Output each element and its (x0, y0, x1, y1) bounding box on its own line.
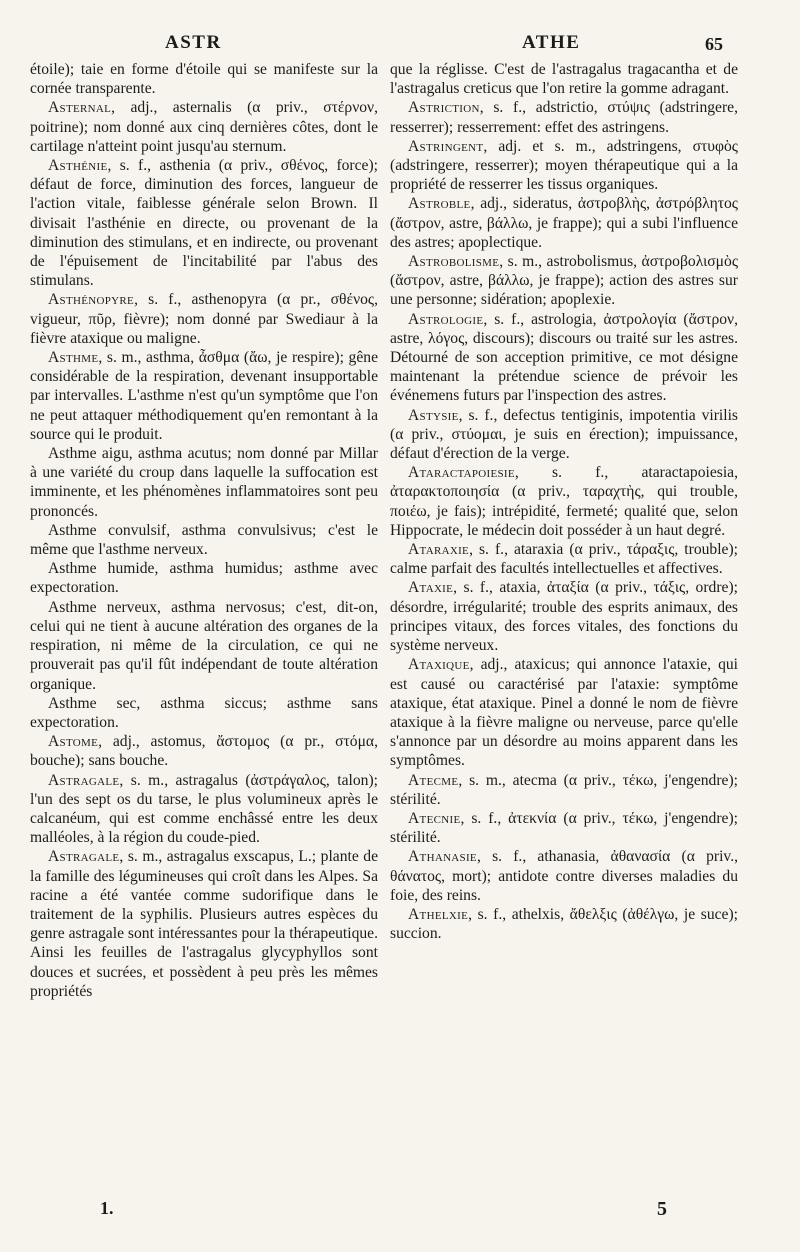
entry-headword: Astroble (408, 195, 471, 213)
dictionary-entry (30, 290, 378, 348)
dictionary-entry (30, 598, 378, 694)
dictionary-entry (30, 559, 378, 597)
entry-headword: Athelxie (408, 905, 469, 923)
entry-text: étoile); taie en forme d'étoile qui se manifeste sur la cornée transparente. (30, 61, 378, 98)
dictionary-entry (390, 406, 738, 464)
entry-text: que la réglisse. C'est de l'astragalus tragacantha et de l'astragalus creticus que l'on retire la gomme adragant. (390, 61, 738, 98)
dictionary-entry (30, 847, 378, 1001)
entry-headword: Astrologie (408, 310, 484, 328)
dictionary-entry (30, 732, 378, 770)
entry-headword: Astringent (408, 137, 484, 155)
dictionary-entry (390, 847, 738, 905)
dictionary-entry (30, 156, 378, 290)
page-number: 65 (705, 34, 723, 54)
dictionary-entry (390, 310, 738, 406)
dictionary-entry (390, 771, 738, 809)
entry-headword: Asthme (48, 349, 99, 367)
entry-headword: Asthénopyre (48, 291, 135, 309)
entry-headword: Ataractapoiesie (408, 464, 515, 482)
dictionary-entry (390, 60, 738, 98)
entry-headword: Atecme (408, 771, 459, 789)
dictionary-entry (390, 252, 738, 310)
signature-mark: 1. (100, 1198, 114, 1218)
entry-text: Asthme humide, asthma humidus; asthme avec expectoration. (30, 560, 378, 597)
dictionary-entry (390, 905, 738, 943)
entry-text: , s. f., ataractapoiesia, ἀταρακτοποιησία (α priv., ταραχτὴς, qui trouble, ποιέω, je fais); intrépidité, fermeté; qualité que, selon Hippocrate, le médecin doit posséder à un haut degré. (390, 464, 738, 539)
entry-text: , s. f., ataraxia (α priv., τάραξις, trouble); calme parfait des facultés intellectuelles et affectives. (390, 541, 738, 578)
entry-headword: Astriction (408, 99, 480, 117)
entry-text: , adj., ataxicus; qui annonce l'ataxie, qui est causé ou caractérisé par l'ataxie: symptôme ataxique, état ataxique. Pinel a donné le nom de fièvre ataxique à la fièvre maligne ou nerveuse, parce qu'elle s'annonce par un désordre au moins apparent dans les symptômes. (390, 656, 738, 770)
dictionary-entry (390, 578, 738, 655)
entry-text: , s. f., athanasia, ἀθανασία (α priv., θάνατος, mort); antidote contre diverses maladies du foie, des reins. (390, 848, 738, 904)
entry-headword: Astrobolisme (408, 253, 500, 271)
entry-headword: Ataxique (408, 656, 470, 674)
entry-text: , s. f., athelxis, ἄθελξις (ἀθέλγω, je suce); succion. (390, 905, 738, 943)
entry-text: Asthme sec, asthma siccus; asthme sans expectoration. (30, 694, 378, 731)
entry-headword: Atecnie (408, 809, 461, 827)
dictionary-entry (30, 771, 378, 848)
entry-headword: Ataxie (408, 579, 454, 597)
entry-headword: Asternal (48, 99, 112, 117)
entry-text: , adj., asternalis (α priv., στέρνον, poitrine); nom donné aux cinq dernières côtes, dont le cartilage n'atteint point jusqu'au sternum. (30, 99, 378, 155)
entry-headword: Astragale (48, 848, 120, 866)
entry-text: , adj., sideratus, ἀστροβλὴς, ἀστρόβλητος (ἄστρον, astre, βάλλω, je frappe); qui a subi l'influence des astres; apoplectique. (390, 195, 738, 251)
entry-headword: Astome (48, 733, 99, 751)
dictionary-entry (390, 98, 738, 136)
dictionary-entry (30, 98, 378, 156)
entry-headword: Athanasie (408, 848, 477, 866)
dictionary-entry (390, 540, 738, 578)
dictionary-entry (390, 655, 738, 770)
entry-text: , adj., astomus, ἄστομος (α pr., στόμα, bouche); sans bouche. (30, 733, 378, 770)
dictionary-entry (30, 694, 378, 732)
entry-text: Asthme aigu, asthma acutus; nom donné par Millar à une variété du croup dans laquelle la suffocation est imminente, et les phénomènes inflammatoires sont peu prononcés. (30, 445, 378, 520)
running-head-left: ASTR (165, 32, 222, 53)
dictionary-entry (390, 137, 738, 195)
right-column (390, 60, 738, 943)
entry-text: , s. f., astrologia, ἀστρολογία (ἄστρον, astre, λόγος, discours); discours ou traité sur les astres. Détourné de son acception primitive, ce mot désigne maintenant la prétendue science de prévoir les événemens futurs par l'inspection des astres. (390, 310, 738, 405)
entry-headword: Asthénie (48, 157, 108, 175)
entry-text: , s. f., ataxia, ἀταξία (α priv., τάξις, ordre); désordre, irrégularité; trouble des esprits animaux, des principes vitaux, des forces vitales, des fonctions du système nerveux. (390, 579, 738, 655)
entry-text: , s. f., ἀτεκνία (α priv., τέκω, j'engendre); stérilité. (390, 809, 738, 847)
dictionary-entry (30, 444, 378, 521)
entry-text: Asthme convulsif, asthma convulsivus; c'est le même que l'asthme nerveux. (30, 521, 378, 559)
dictionary-entry (390, 463, 738, 540)
entry-text: , s. m., atecma (α priv., τέκω, j'engendre); stérilité. (390, 771, 738, 808)
entry-text: , s. m., astragalus (ἀστράγαλος, talon); l'un des sept os du tarse, le plus volumineux après le calcanéum, qui est comme enchâssé entre les deux malléoles, à la région du coude-pied. (30, 771, 378, 847)
entry-text: , s. f., asthenopyra (α pr., σθένος, vigueur, πῦρ, fièvre); nom donné par Swediaur à la fièvre ataxique ou maligne. (30, 291, 378, 347)
dictionary-entry (30, 521, 378, 559)
entry-text: Asthme nerveux, asthma nervosus; c'est, dit-on, celui qui ne tient à aucune altération des organes de la respiration, ni même de la circulation, ce qui ne prouverait pas qu'il fût indépendant de toute altération organique. (30, 598, 378, 693)
entry-text: , s. f., defectus tentiginis, impotentia virilis (α priv., στύομαι, je suis en érection); impuissance, défaut d'érection de la verge. (390, 406, 738, 463)
dictionary-entry (30, 348, 378, 444)
left-column (30, 60, 378, 1001)
entry-headword: Ataraxie (408, 541, 470, 559)
running-head-right: ATHE (522, 32, 581, 53)
dictionary-entry (390, 194, 738, 252)
entry-text: , s. m., asthma, ἆσθμα (ἄω, je respire); gêne considérable de la respiration, devenant insupportable par intervalles. L'asthme n'est qu'un symptôme que l'on ne peut attaquer méthodiquement qu'en remontant à la source qui le produit. (30, 349, 378, 443)
entry-headword: Astysie (408, 406, 459, 424)
entry-headword: Astragale (48, 771, 120, 789)
entry-text: , s. m., astragalus exscapus, L.; plante de la famille des légumineuses qui croît dans les Alpes. Sa racine a été vantée comme sudorifique dans le traitement de la syphilis. Plusieurs autres espèces du genre astragale sont intéressantes pour la thérapeutique. Ainsi les feuilles de l'astragalus glycyphyllos sont douces et sucrées, et possèdent à peu près les mêmes propriétés (30, 848, 378, 1000)
dictionary-entry (390, 809, 738, 847)
entry-text: , adj. et s. m., adstringens, στυφὸς (adstringere, resserrer); moyen thérapeutique qui a la propriété de resserrer les tissus organiques. (390, 137, 738, 194)
dictionary-entry (30, 60, 378, 98)
entry-text: , s. f., asthenia (α priv., σθένος, force); défaut de force, diminution des forces, langueur de l'action vitale, faiblesse générale selon Brown. Il divisait l'asthénie en directe, ou provenant de la diminution des stimulans, et en indirecte, ou provenant de l'épuisement de l'incitabilité par l'abus des stimulans. (30, 157, 378, 290)
entry-text: , s. m., astrobolismus, ἀστροβολισμὸς (ἄστρον, astre, βάλλω, je frappe); action des astres sur une personne; sidération; apoplexie. (390, 253, 738, 309)
entry-text: , s. f., adstrictio, στύψις (adstringere, resserrer); resserrement: effet des astringens. (390, 99, 738, 136)
signature-number: 5 (657, 1198, 667, 1220)
